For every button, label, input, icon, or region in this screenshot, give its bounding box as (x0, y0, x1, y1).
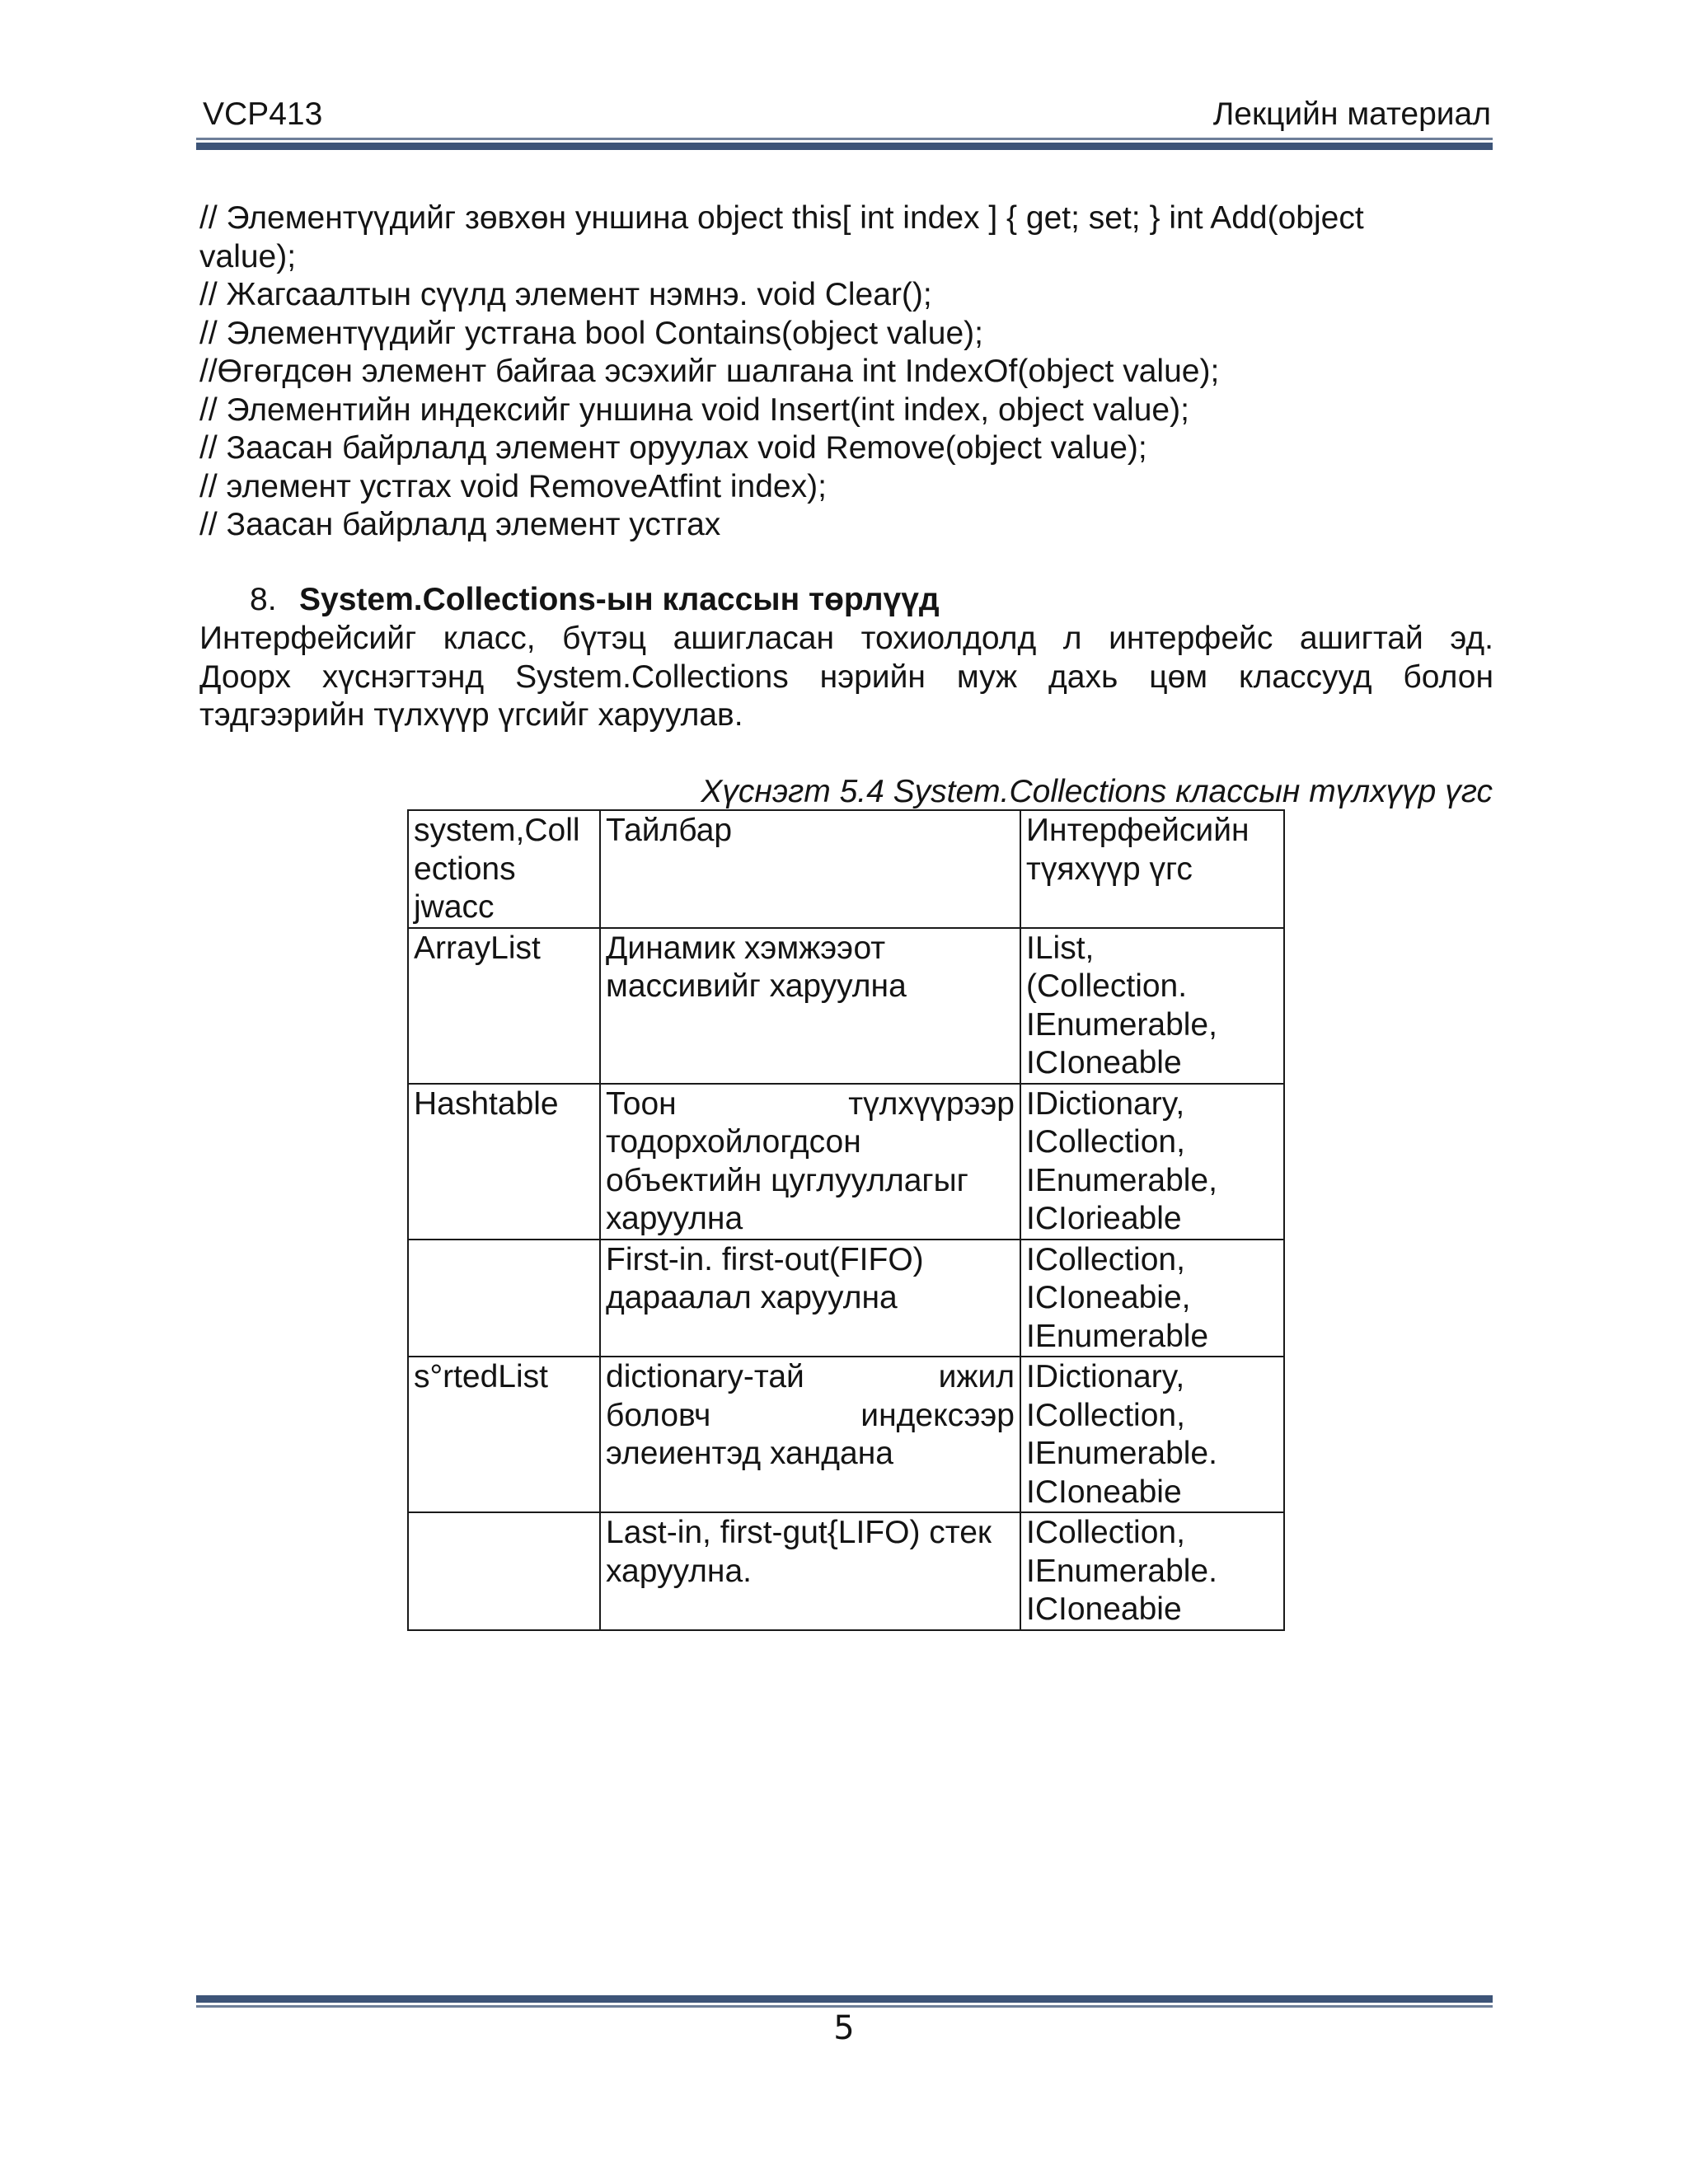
header-doc-type: Лекцийн материал (1212, 96, 1491, 132)
table-cell: ICollection, ICIoneabie, IEnumerable (1020, 1240, 1284, 1357)
table-row (408, 1512, 1284, 1630)
paragraph-line: Интерфейсийг класс, бүтэц ашигласан тохиолдолд л интерфейс ашигтай эд. (199, 621, 1493, 656)
table-caption: Хүснэгт 5.4 System.Collections классын түлхүүр үгс (701, 774, 1493, 809)
header-course-code: VCP413 (203, 96, 323, 132)
code-line: // Жагсаалтын сүүлд элемент нэмнэ. void Clear(); (199, 277, 932, 312)
table-cell: IDictionary, ICollection, IEnumerable, ICIorieable (1020, 1084, 1284, 1240)
code-line: // Элементүүдийг зөвхөн уншина object this[ int index ] { get; set; } int Add(object (199, 200, 1364, 236)
table-cell (408, 1512, 600, 1630)
table-row (408, 928, 1284, 1084)
code-line: // Заасан байрлалд элемент оруулах void Remove(object value); (199, 430, 1147, 466)
table-cell: ICollection, IEnumerable. ICIoneabie (1020, 1512, 1284, 1630)
table-cell: Тоон түлхүүрээр тодорхойлогдсон объектийн цуглууллагыг харуулна (600, 1084, 1020, 1240)
code-line: // Заасан байрлалд элемент устгах (199, 507, 721, 542)
code-comment-block (199, 199, 1493, 545)
table-cell: Hashtable (408, 1084, 600, 1240)
table-row (408, 1084, 1284, 1240)
table-cell: Динамик хэмжээот массивийг харуулна (600, 928, 1020, 1084)
code-line: value); (199, 238, 297, 274)
intro-paragraph (199, 620, 1493, 735)
footer-rule (196, 1995, 1493, 2008)
table-header-cell: Интерфейсийн түяхүүр үгс (1020, 810, 1284, 928)
section-title: System.Collections-ын классын төрлүүд (299, 582, 940, 617)
table-header-row (408, 810, 1284, 928)
paragraph-line: Доорх хүснэгтэнд System.Collections нэрийн муж дахь цөм классууд болон (199, 658, 1493, 695)
code-line: // Элементийн индексийг уншина void Insert(int index, object value); (199, 391, 1189, 428)
collections-table (407, 809, 1285, 1631)
page-number: 5 (833, 2009, 855, 2047)
paragraph-line: тэдгээрийн түлхүүр үгсийг харуулав. (199, 697, 743, 733)
table-cell (408, 1240, 600, 1357)
table-header-cell: system,Coll ections jwacc (408, 810, 600, 928)
table-row (408, 1240, 1284, 1357)
table-cell: ArrayList (408, 928, 600, 1084)
table-row (408, 1357, 1284, 1512)
table-cell: IList, (Collection. IEnumerable, ICIoneable (1020, 928, 1284, 1084)
table-cell: IDictionary, ICollection, IEnumerable. ICIoneabie (1020, 1357, 1284, 1512)
code-line: // элемент устгах void RemoveAtfint index); (199, 468, 827, 504)
table-cell: Last-in, first-gut{LIFO) стек харуулна. (600, 1512, 1020, 1630)
table-header-cell: Тайлбар (600, 810, 1020, 928)
header-rule (196, 138, 1493, 150)
table-cell: dictionary-тай ижил боловч индексээр элеиентэд хандана (600, 1357, 1020, 1512)
table-cell: s°rtedList (408, 1357, 600, 1512)
section-heading (250, 581, 940, 619)
code-line: // Элементүүдийг устгана bool Contains(object value); (199, 315, 983, 351)
code-line: //Өгөгдсөн элемент байгаа эсэхийг шалгана int IndexOf(object value); (199, 354, 1220, 389)
table-cell: First-in. first-out(FIFO) дараалал харуулна (600, 1240, 1020, 1357)
section-number: 8. (250, 582, 277, 617)
